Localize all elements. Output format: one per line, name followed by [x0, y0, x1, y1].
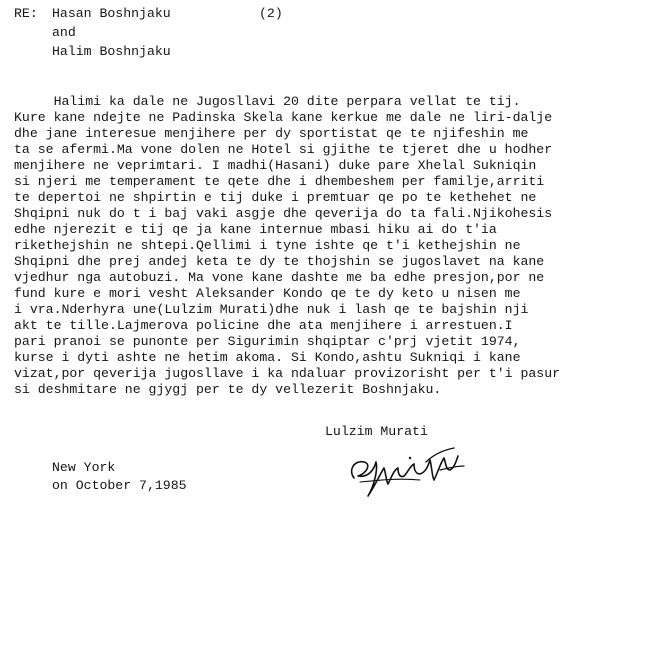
body-line: Halimi ka dale ne Jugosllavi 20 dite perpara vellat te tij. [14, 94, 521, 109]
body-line: akt te tille.Lajmerova policine dhe ata menjihere i arrestuen.I [14, 318, 513, 333]
letter-place: New York [52, 460, 116, 475]
body-line: pari pranoi se punonte per Sigurimin shqiptar c'prj vjetit 1974, [14, 334, 521, 349]
body-line: i vra.Nderhyra une(Lulzim Murati)dhe nuk i lash qe te bajshin nji [14, 302, 529, 317]
body-line: edhe njerezit e tij qe ja kane internue mbasi hiku ai do t'ia [14, 222, 497, 237]
body-line: fund kure e mori vesht Aleksander Kondo qe te dy keto u nisen me [14, 286, 521, 301]
signer-name: Lulzim Murati [325, 424, 428, 439]
body-line: si deshmitare ne gjygj per te dy vellezerit Boshnjaku. [14, 382, 442, 397]
body-line: ta se afermi.Ma vone dolen ne Hotel si gjithe te tjeret dhe u hodher [14, 142, 553, 157]
body-line: menjihere ne veprimtari. I madhi(Hasani) duke pare Xhelal Sukniqin [14, 158, 537, 173]
re-name-hasan: Hasan Boshnjaku [52, 6, 171, 21]
handwritten-signature [340, 440, 470, 500]
body-line: vizat,por qeverija jugosllave i ka ndaluar provizorisht per t'i pasur [14, 366, 561, 381]
body-line: Shqipni dhe prej andej keta te dy te thojshin se jugoslavet na kane [14, 254, 545, 269]
letter-date: on October 7,1985 [52, 478, 187, 493]
re-and: and [52, 25, 76, 40]
body-line: si njeri me temperament te qete dhe i dhembeshem per familje,arriti [14, 174, 545, 189]
body-line: te depertoi ne shpirtin e tij duke i premtuar qe po te kethehet ne [14, 190, 537, 205]
body-line: Kure kane ndejte ne Padinska Skela kane kerkue me dale ne liri-dalje [14, 110, 553, 125]
body-line: Shqipni nuk do t i baj vaki asgje dhe qeverija do ta fali.Njikohesis [14, 206, 553, 221]
body-line: vjedhur nga autobuzi. Ma vone kane dashte me ba edhe presjon,por ne [14, 270, 545, 285]
re-label: RE: [14, 6, 38, 21]
body-line: kurse i dyti ashte ne hetim akoma. Si Kondo,ashtu Sukniqi i kane [14, 350, 521, 365]
body-line: rikethejshin ne shtepi.Qellimi i tyne ishte qe t'i kethejshin ne [14, 238, 521, 253]
letter-body [0, 94, 653, 397]
page-number: (2) [259, 6, 283, 21]
re-name-halim: Halim Boshnjaku [52, 44, 171, 59]
body-line: dhe jane interesue menjihere per dy sportistat qe te njifeshin me [14, 126, 529, 141]
